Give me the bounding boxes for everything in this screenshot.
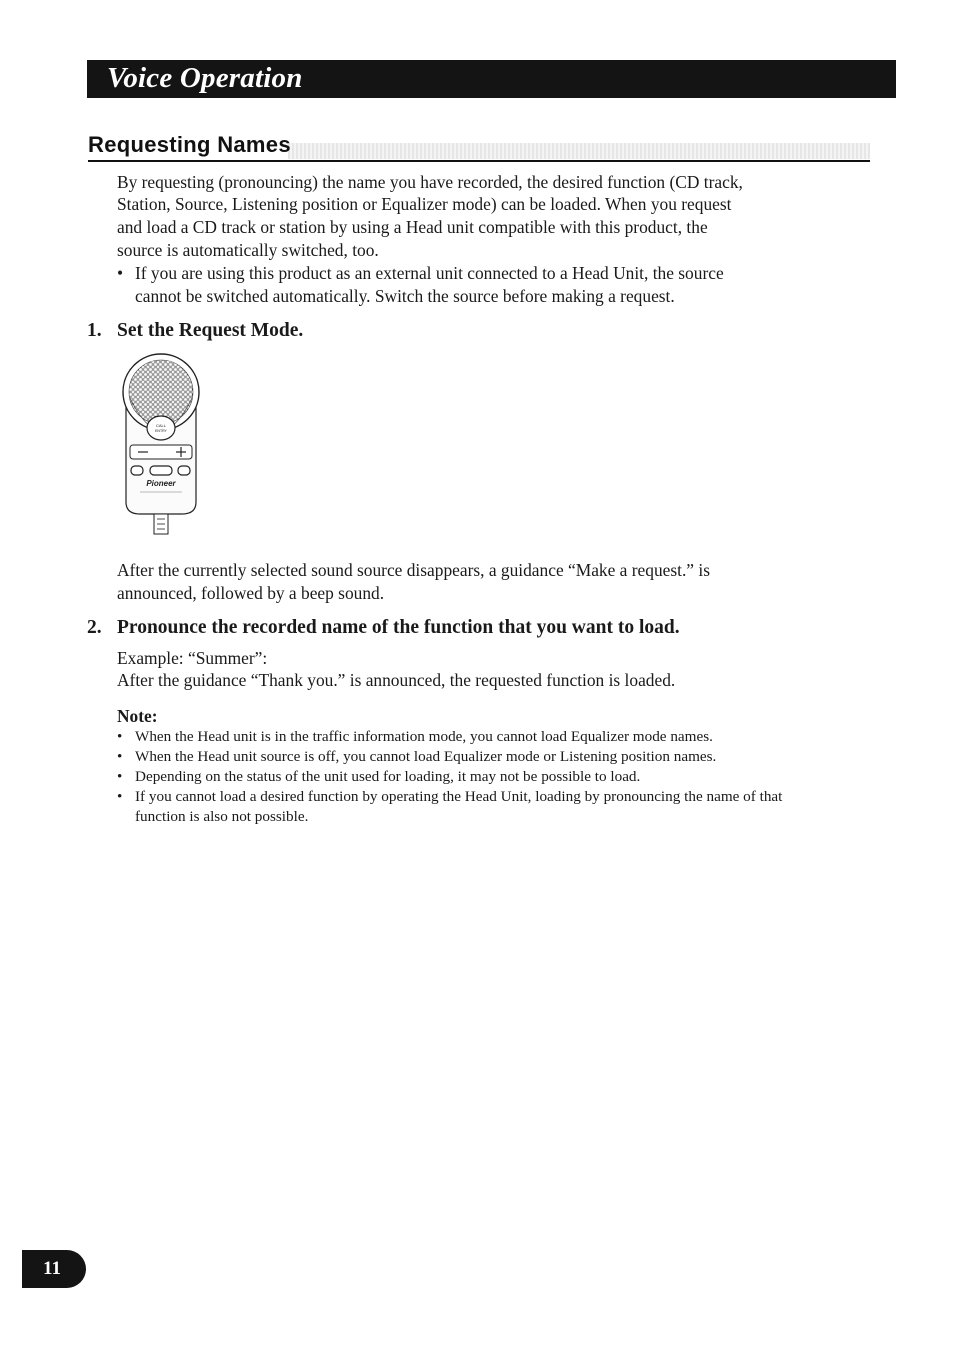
page-number-badge: 11 <box>22 1250 86 1288</box>
step-title: Pronounce the recorded name of the function that you want to load. <box>117 617 680 638</box>
note-heading: Note: <box>117 706 158 726</box>
svg-text:ENTRY: ENTRY <box>155 429 167 433</box>
note-item <box>117 767 817 787</box>
step-body-line: Example: “Summer”: <box>117 648 268 668</box>
note-text: Depending on the status of the unit used for loading, it may not be possible to load. <box>135 768 641 785</box>
section-heading <box>88 130 870 164</box>
note-item <box>117 727 817 747</box>
header-banner <box>87 60 896 98</box>
step-body-line: After the currently selected sound source disappears, a guidance “Make a request.” is <box>117 560 710 580</box>
section-rule <box>88 160 870 162</box>
note-item <box>117 747 817 767</box>
svg-text:CALL: CALL <box>155 423 167 428</box>
note-item <box>117 787 815 827</box>
intro-line: By requesting (pronouncing) the name you have recorded, the desired function (CD track, <box>117 172 743 192</box>
bullet-symbol: • <box>117 263 124 283</box>
note-text: When the Head unit source is off, you cannot load Equalizer mode or Listening position names. <box>135 748 717 765</box>
note-text: If you cannot load a desired function by operating the Head Unit, loading by pronouncing the name of that function is also not possible. <box>135 788 783 825</box>
device-brand: Pioneer <box>146 479 176 488</box>
step-1-heading <box>87 319 847 343</box>
section-title: Requesting Names <box>88 132 291 157</box>
bullet-symbol: • <box>117 768 123 785</box>
step-body-line: After the guidance “Thank you.” is announced, the requested function is loaded. <box>117 670 676 690</box>
chapter-title: Voice Operation <box>107 62 303 94</box>
bullet-symbol: • <box>117 748 123 765</box>
step-number: 1. <box>87 320 102 341</box>
note-text: When the Head unit is in the traffic information mode, you cannot load Equalizer mode names. <box>135 728 713 745</box>
intro-line: and load a CD track or station by using a Head unit compatible with this product, the <box>117 217 708 237</box>
intro-line: source is automatically switched, too. <box>117 240 379 260</box>
step-2-heading <box>87 616 867 640</box>
voice-remote-controller-illustration <box>118 352 204 536</box>
bullet-line: cannot be switched automatically. Switch the source before making a request. <box>135 286 675 306</box>
step-body-line: announced, followed by a beep sound. <box>117 583 385 603</box>
note-list <box>117 727 817 827</box>
bullet-line: If you are using this product as an external unit connected to a Head Unit, the source <box>135 263 724 283</box>
step-number: 2. <box>87 617 102 638</box>
bullet-symbol: • <box>117 728 123 745</box>
bullet-symbol: • <box>117 788 123 805</box>
step-title: Set the Request Mode. <box>117 320 304 341</box>
intro-line: Station, Source, Listening position or Equalizer mode) can be loaded. When you request <box>117 194 732 214</box>
section-heading-shade <box>288 143 870 159</box>
